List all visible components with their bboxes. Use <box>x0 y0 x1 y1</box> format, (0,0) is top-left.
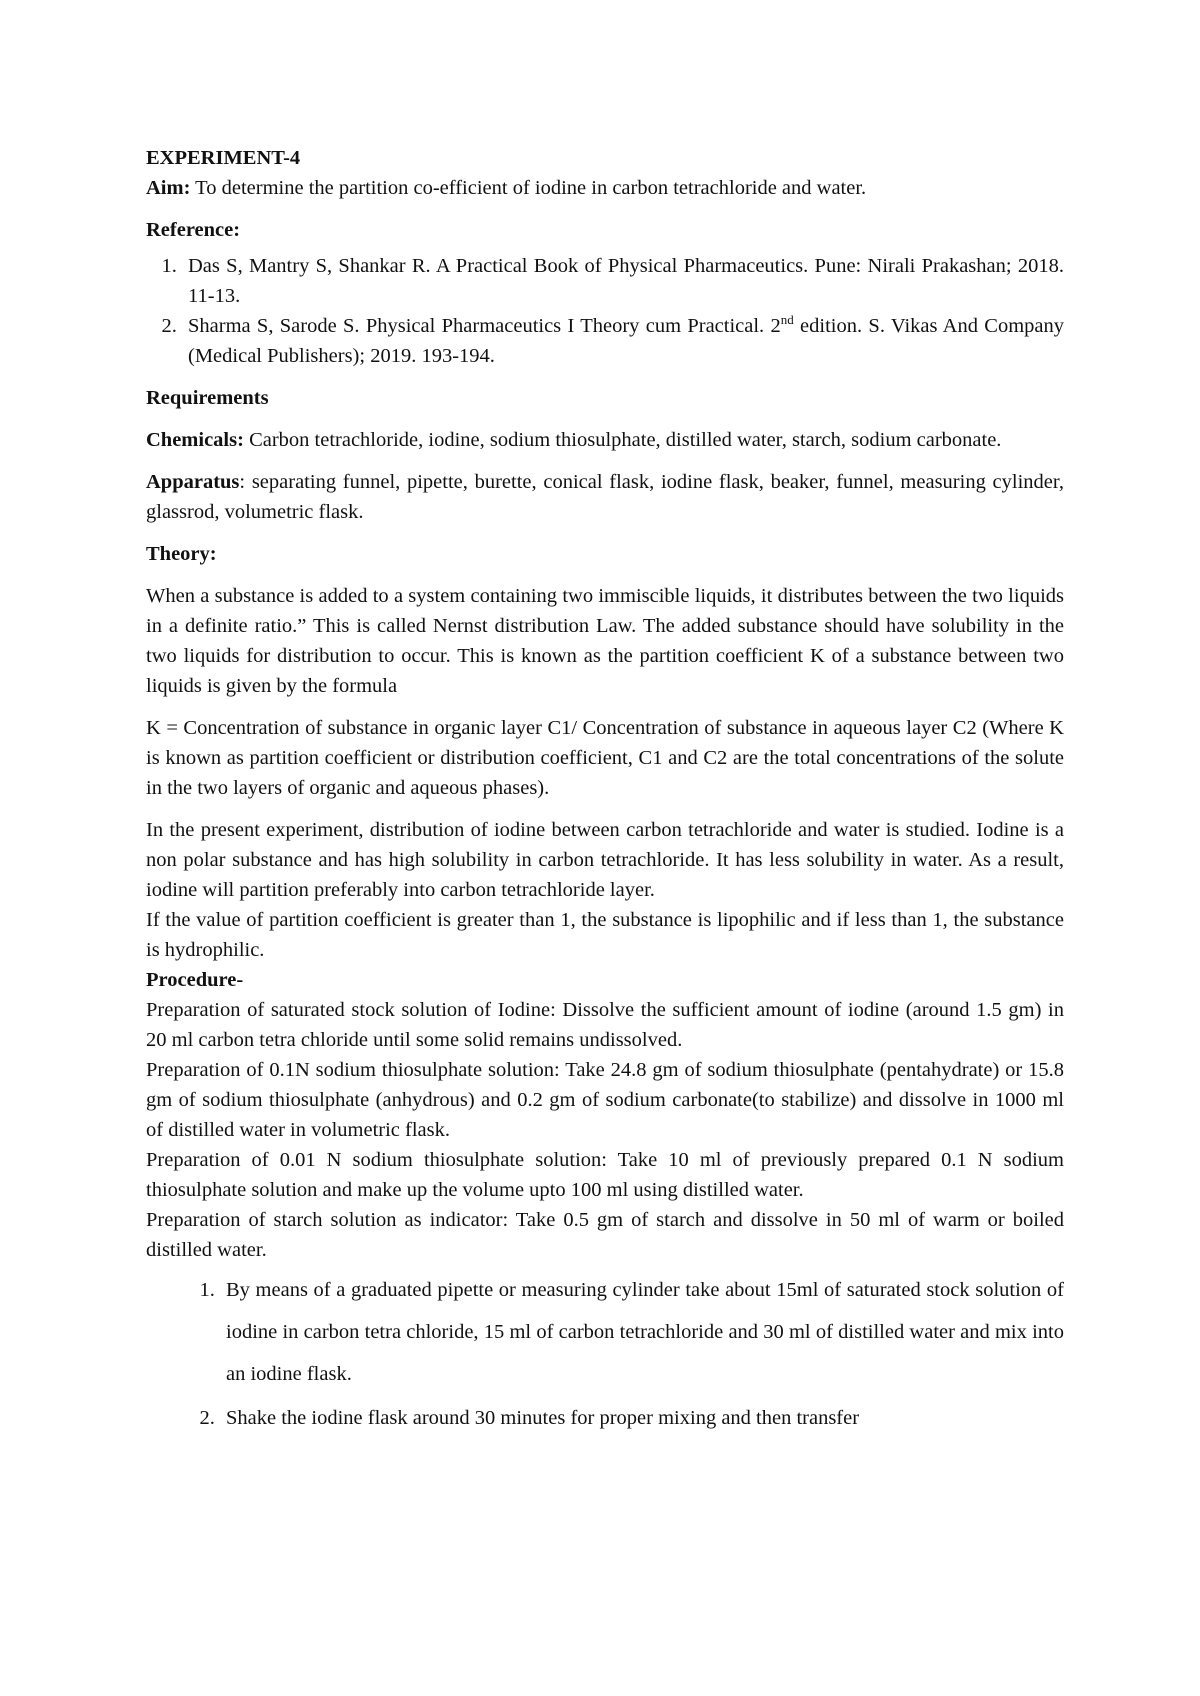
experiment-title: EXPERIMENT-4 <box>146 147 301 169</box>
procedure-step: 1. By means of a graduated pipette or measuring cylinder take about 15ml of saturated stock solution of iodine in carbon tetra chloride, 15 ml of carbon tetrachloride and 30 ml of distilled water and mix into an iodine flask. <box>220 1269 1064 1395</box>
chemicals-label: Chemicals: <box>146 429 244 451</box>
ordinal-superscript: nd <box>780 312 794 328</box>
requirements-heading: Requirements <box>146 387 269 409</box>
apparatus-text: : separating funnel, pipette, burette, conical flask, iodine flask, beaker, funnel, measuring cylinder, glassrod, volumetric flask. <box>146 471 1064 523</box>
procedure-heading: Procedure- <box>146 969 244 991</box>
chemicals-text: Carbon tetrachloride, iodine, sodium thiosulphate, distilled water, starch, sodium carbonate. <box>243 429 1002 451</box>
aim-label: Aim: <box>146 177 191 199</box>
procedure-step: 2. Shake the iodine flask around 30 minutes for proper mixing and then transfer <box>220 1397 1064 1439</box>
aim-paragraph <box>146 173 1064 203</box>
apparatus-label: Apparatus <box>146 471 240 493</box>
chemicals-paragraph <box>146 425 1064 455</box>
theory-heading: Theory: <box>146 543 217 565</box>
document-content <box>146 143 1064 1441</box>
theory-paragraph: When a substance is added to a system containing two immiscible liquids, it distributes between the two liquids in a definite ratio.” This is called Nernst distribution Law. The added substance should have solubility in the two liquids for distribution to occur. This is known as the partition coefficient K of a substance between two liquids is given by the formula <box>146 585 1064 697</box>
procedure-paragraph: Preparation of starch solution as indicator: Take 0.5 gm of starch and dissolve in 50 ml of warm or boiled distilled water. <box>146 1209 1064 1261</box>
reference-list <box>146 251 1064 371</box>
reference-heading: Reference: <box>146 219 241 241</box>
theory-paragraph: In the present experiment, distribution of iodine between carbon tetrachloride and water is studied. Iodine is a non polar substance and has high solubility in carbon tetrachloride. It has less solubility in water. As a result, iodine will partition preferably into carbon tetrachloride layer. <box>146 819 1064 901</box>
aim-text: To determine the partition co-efficient of iodine in carbon tetrachloride and water. <box>195 177 867 199</box>
procedure-paragraph: Preparation of saturated stock solution of Iodine: Dissolve the sufficient amount of iodine (around 1.5 gm) in 20 ml carbon tetra chloride until some solid remains undissolved. <box>146 999 1064 1051</box>
procedure-paragraph: Preparation of 0.1N sodium thiosulphate solution: Take 24.8 gm of sodium thiosulphate (pentahydrate) or 15.8 gm of sodium thiosulphate (anhydrous) and 0.2 gm of sodium carbonate(to stabilize) and dissolve in 1000 ml of distilled water in volumetric flask. <box>146 1059 1064 1141</box>
reference-item: 2. Sharma S, Sarode S. Physical Pharmaceutics I Theory cum Practical. 2nd edition. S. Vikas And Company (Medical Publishers); 2019. 193-194. <box>182 311 1064 371</box>
apparatus-paragraph <box>146 467 1064 527</box>
procedure-paragraph: Preparation of 0.01 N sodium thiosulphate solution: Take 10 ml of previously prepared 0.1 N sodium thiosulphate solution and make up the volume upto 100 ml using distilled water. <box>146 1149 1064 1201</box>
formula-paragraph: K = Concentration of substance in organic layer C1/ Concentration of substance in aqueous layer C2 (Where K is known as partition coefficient or distribution coefficient, C1 and C2 are the total concentrations of the solute in the two layers of organic and aqueous phases). <box>146 717 1064 799</box>
reference-item: 1. Das S, Mantry S, Shankar R. A Practical Book of Physical Pharmaceutics. Pune: Nirali Prakashan; 2018. 11-13. <box>182 251 1064 311</box>
procedure-steps <box>146 1269 1064 1439</box>
theory-paragraph: If the value of partition coefficient is greater than 1, the substance is lipophilic and if less than 1, the substance is hydrophilic. <box>146 909 1064 961</box>
